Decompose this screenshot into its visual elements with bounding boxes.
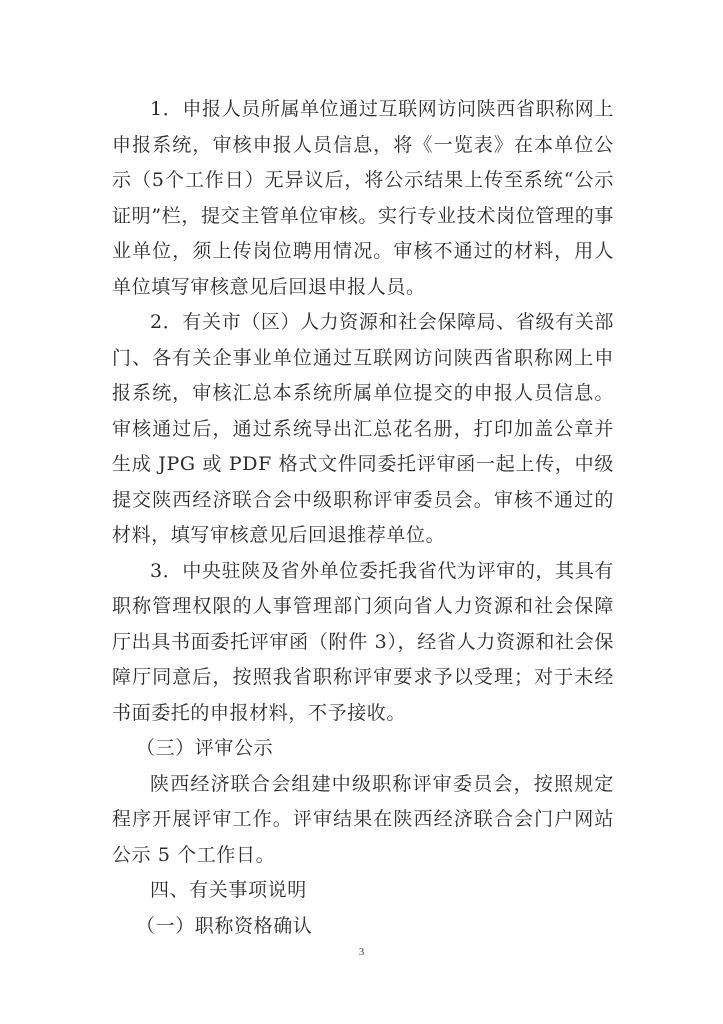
- subsection-body-review-publicity: 陕西经济联合会组建中级职称评审委员会，按照规定程序开展评审工作。评审结果在陕西经济联合会门户网站公示 5 个工作日。: [112, 772, 614, 866]
- subsection-title-review-publicity: （三）评审公示: [136, 737, 274, 759]
- section-title-related-matters: 四、有关事项说明: [150, 879, 307, 901]
- paragraph-item-1: 1．申报人员所属单位通过互联网访问陕西省职称网上申报系统，审核申报人员信息，将《一览表》在本单位公示（5个工作日）无异议后，将公示结果上传至系统“公示证明”栏，提交主管单位审核。实行专业技术岗位管理的事业单位，须上传岗位聘用情况。审核不通过的材料，用人单位填写审核意见后回退申报人员。: [112, 98, 614, 298]
- paragraph-item-2: 2．有关市（区）人力资源和社会保障局、省级有关部门、各有关企事业单位通过互联网访问陕西省职称网上申报系统，审核汇总本系统所属单位提交的申报人员信息。审核通过后，通过系统导出汇总花名册，打印加盖公章并生成 JPG 或 PDF 格式文件同委托评审函一起上传，中级提交陕西经济联合会中级职称评审委员会。审核不通过的材料，填写审核意见后回退推荐单位。: [112, 311, 614, 546]
- page-number: 3: [358, 946, 365, 958]
- page-content: [112, 92, 614, 944]
- subsection-title-qualification-confirmation: （一）职称资格确认: [136, 914, 313, 937]
- paragraph-item-3: 3．中央驻陕及省外单位委托我省代为评审的，其具有职称管理权限的人事管理部门须向省人力资源和社会保障厅出具书面委托评审函（附件 3），经省人力资源和社会保障厅同意后，按照我省职称评审要求予以受理；对于未经书面委托的申报材料，不予接收。: [112, 559, 614, 724]
